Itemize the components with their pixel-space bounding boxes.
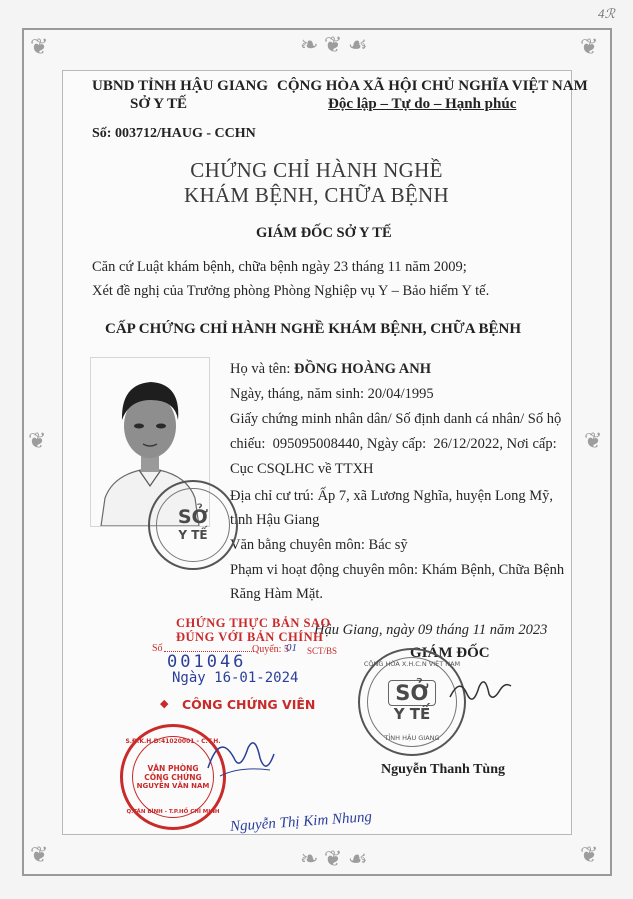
holder-name: ĐỒNG HOÀNG ANH (294, 361, 431, 377)
national-title: CỘNG HÒA XÃ HỘI CHỦ NGHĨA VIỆT NAM (277, 78, 588, 94)
id-line3: Cục CSQLHC về TTXH (230, 461, 374, 477)
director-heading: GIÁM ĐỐC SỞ Y TẾ (256, 225, 392, 241)
address-line1: Địa chỉ cư trú: Ấp 7, xã Lương Nghĩa, huyện Long Mỹ, (230, 488, 553, 504)
national-motto: Độc lập – Tự do – Hạnh phúc (328, 96, 517, 112)
id-line1: Giấy chứng minh nhân dân/ Số định danh cá nhân/ Số hộ (230, 411, 562, 427)
stamp-center-1: SỞ (177, 506, 209, 529)
legal-basis-line2: Xét đề nghị của Trưởng phòng Phòng Nghiệp vụ Y – Bảo hiểm Y tế. (92, 283, 490, 299)
notary-signature-mark (200, 728, 280, 788)
stamp-center-2: Y TẾ (393, 705, 431, 724)
stamp-ring-top: CỘNG HÒA X.H.C.N VIỆT NAM (363, 660, 461, 668)
notary-role: CÔNG CHỨNG VIÊN (182, 697, 316, 712)
top-ornament-icon: ❧ ❦ ☙ (300, 32, 368, 57)
notary-serial: 001046 (167, 652, 247, 672)
notary-seal-bottom: Q.TÂN BÌNH - T.P.HỒ CHÍ MINH (126, 809, 220, 815)
scope-line2: Răng Hàm Mặt. (230, 586, 324, 602)
corner-ornament-icon: ❦ (580, 34, 599, 59)
bottom-ornament-icon: ❧ ❦ ☙ (300, 846, 368, 871)
notary-so-prefix: Số (152, 643, 163, 654)
notary-seal-center2: CÔNG CHỨNG (144, 772, 202, 782)
holder-dob: 20/04/1995 (367, 386, 434, 402)
department-name: SỞ Y TẾ (130, 96, 187, 112)
address-line2: tỉnh Hậu Giang (230, 512, 320, 528)
scope-line1: Phạm vi hoạt động chuyên môn: Khám Bệnh, Chữa Bệnh (230, 562, 565, 578)
certificate-number: Số: 003712/HAUG - CCHN (92, 126, 256, 141)
office-stamp-photo (148, 480, 238, 570)
corner-ornament-icon: ❦ (30, 842, 49, 867)
notary-quyen: Quyển: 5 (252, 644, 289, 655)
stamp-center-1: SỞ (388, 680, 435, 706)
degree: Văn bằng chuyên môn: Bác sỹ (230, 537, 408, 553)
authority-name: UBND TỈNH HẬU GIANG (92, 78, 268, 94)
signer-title: GIÁM ĐỐC (410, 645, 490, 661)
legal-basis-line1: Căn cứ Luật khám bệnh, chữa bệnh ngày 23 tháng 11 năm 2009; (92, 259, 467, 275)
director-signature (445, 672, 515, 712)
corner-ornament-icon: ❦ (580, 842, 599, 867)
notary-date: Ngày 16-01-2024 (172, 670, 299, 686)
name-label: Họ và tên: (230, 361, 291, 377)
certificate-title-line2: KHÁM BỆNH, CHỮA BỆNH (184, 183, 449, 207)
right-ornament-icon: ❦ (584, 428, 603, 453)
notary-quyen-suffix: SCT/BS (307, 646, 338, 656)
notary-copy-line1: CHỨNG THỰC BẢN SAO (176, 616, 331, 630)
notary-dot-icon: ◆ (160, 698, 169, 710)
notary-copy-line2: ĐÚNG VỚI BẢN CHÍNH (176, 630, 324, 644)
signer-name: Nguyễn Thanh Tùng (381, 762, 505, 777)
corner-mark: 4ℛ (598, 6, 615, 21)
dob-label: Ngày, tháng, năm sinh: (230, 386, 364, 402)
stamp-center-2: Y TẾ (178, 528, 208, 543)
notary-seal-center1: VĂN PHÒNG (147, 763, 199, 773)
left-ornament-icon: ❦ (28, 428, 47, 453)
stamp-ring-bottom: TỈNH HẬU GIANG (384, 734, 440, 742)
grant-heading: CẤP CHỨNG CHỈ HÀNH NGHỀ KHÁM BỆNH, CHỮA BỆNH (105, 321, 521, 337)
id-line2: chiếu: 095095008440, Ngày cấp: 26/12/2022, Nơi cấp: (230, 436, 557, 452)
notary-signature-name: Nguyễn Thị Kim Nhung (229, 809, 373, 835)
certificate-title-line1: CHỨNG CHỈ HÀNH NGHỀ (190, 158, 443, 182)
notary-quyen-number: 01 (286, 642, 297, 654)
notary-seal-ring: S.Đ.K.H.Đ:41020001 - C.T.H. (125, 738, 221, 745)
corner-ornament-icon: ❦ (30, 34, 49, 59)
place-date: Hậu Giang, ngày 09 tháng 11 năm 2023 (314, 622, 548, 638)
notary-seal-center3: NGUYỄN VĂN NAM (136, 781, 210, 790)
